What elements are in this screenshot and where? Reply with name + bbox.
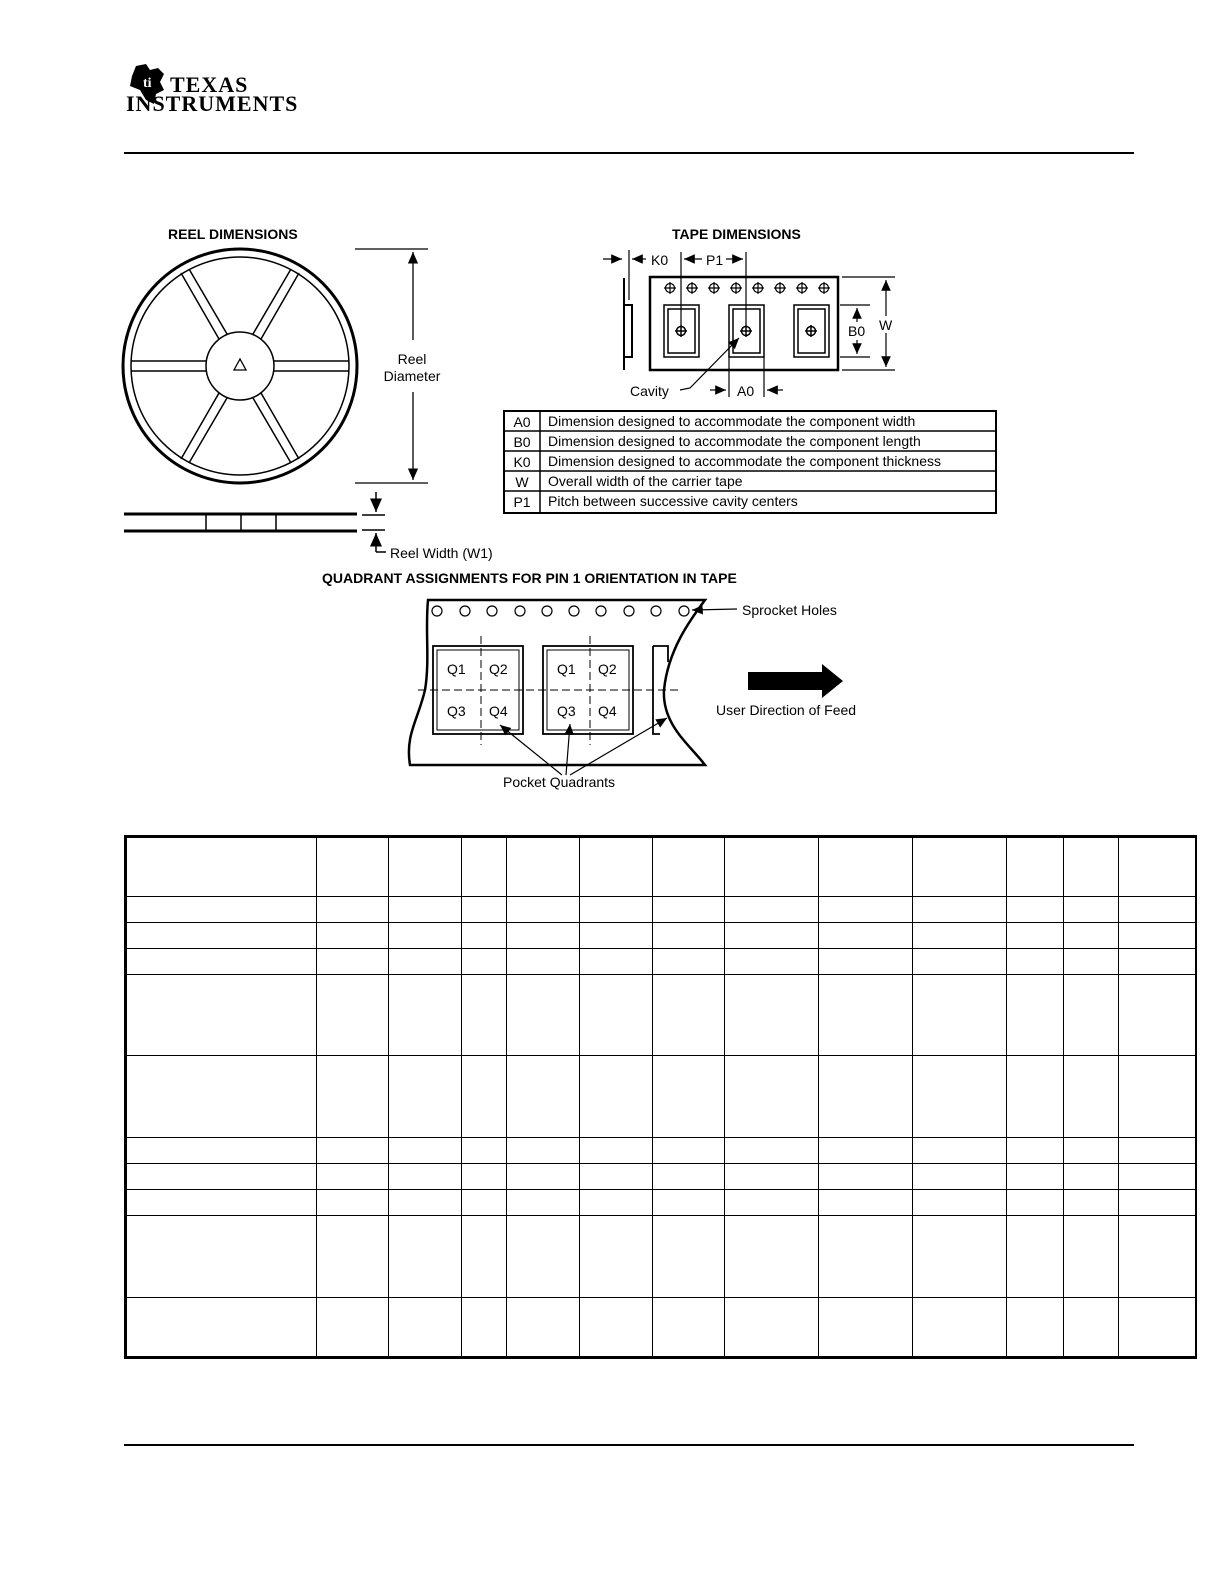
tape-k0-label: K0 [651, 252, 669, 268]
quadrant-title: QUADRANT ASSIGNMENTS FOR PIN 1 ORIENTATION IN TAPE [322, 570, 737, 586]
table-row [126, 1190, 1197, 1216]
legend-code: A0 [513, 414, 531, 430]
quadrant-q1: Q1 [557, 661, 576, 677]
legend-desc: Dimension designed to accommodate the component length [548, 433, 921, 449]
quadrant-q2: Q2 [489, 661, 508, 677]
tape-w-label: W [879, 317, 893, 333]
reel-diameter-label-1: Reel [397, 351, 427, 367]
legend-code: P1 [513, 494, 531, 510]
reel-diameter-label-2: Diameter [383, 368, 441, 384]
footer-rule [124, 1444, 1134, 1446]
logo-text-instruments: INSTRUMENTS [126, 91, 299, 116]
reel-side-view [124, 492, 386, 552]
pocket-quadrants-label: Pocket Quadrants [503, 774, 616, 790]
tape-dimensions-title: TAPE DIMENSIONS [672, 226, 801, 242]
table-row [126, 923, 1197, 949]
quadrant-q2: Q2 [598, 661, 617, 677]
table-row [126, 837, 1197, 897]
reel-front-view [123, 249, 357, 483]
reel-width-label: Reel Width (W1) [390, 545, 493, 561]
feed-arrow-icon [748, 664, 843, 698]
feed-direction-label: User Direction of Feed [716, 702, 857, 718]
quadrant-q1: Q1 [447, 661, 466, 677]
sprocket-holes-label: Sprocket Holes [742, 602, 837, 618]
tape-b0-label: B0 [848, 323, 866, 339]
table-row [126, 1216, 1197, 1298]
quadrant-q4: Q4 [489, 703, 508, 719]
table-row [126, 897, 1197, 923]
logo-text-texas: TEXAS [170, 72, 249, 97]
table-row [126, 1056, 1197, 1138]
quadrant-q3: Q3 [557, 703, 576, 719]
table-row [126, 1164, 1197, 1190]
legend-desc: Pitch between successive cavity centers [548, 493, 798, 509]
table-row [126, 1298, 1197, 1358]
tape-cavity-label: Cavity [630, 383, 669, 399]
legend-desc: Overall width of the carrier tape [548, 473, 743, 489]
table-row [126, 975, 1197, 1056]
quadrant-q4: Q4 [598, 703, 617, 719]
tape-a0-label: A0 [737, 383, 755, 399]
reel-data-table [124, 835, 1197, 1359]
quadrant-q3: Q3 [447, 703, 466, 719]
table-row [126, 949, 1197, 975]
legend-code: W [515, 474, 529, 490]
legend-desc: Dimension designed to accommodate the component width [548, 413, 916, 429]
legend-code: B0 [513, 434, 531, 450]
legend-code: K0 [513, 454, 531, 470]
quadrant-tape-diagram [409, 600, 737, 775]
svg-text:ti: ti [143, 76, 152, 91]
table-row [126, 1138, 1197, 1164]
legend-desc: Dimension designed to accommodate the component thickness [548, 453, 941, 469]
reel-dimensions-title: REEL DIMENSIONS [168, 226, 298, 242]
tape-p1-label: P1 [706, 252, 724, 268]
